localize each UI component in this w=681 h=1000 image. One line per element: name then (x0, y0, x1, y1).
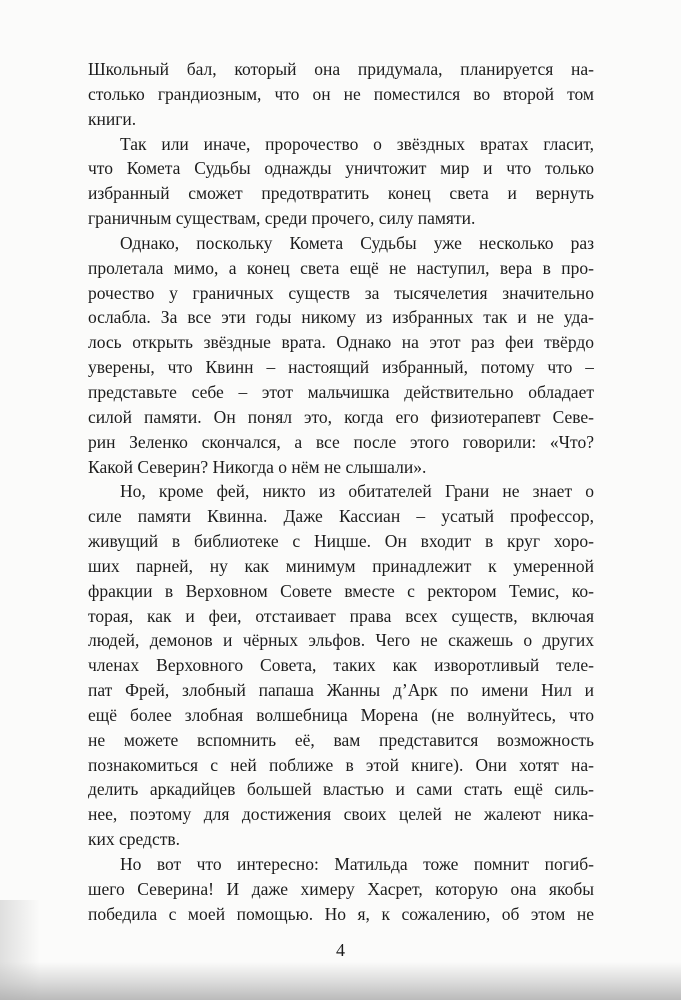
text-line: представьте себе – этот мальчишка действительно обладает (88, 381, 594, 402)
text-line: не можете вспомнить её, вам представится возможность (88, 729, 594, 750)
text-line: рин Зеленко скончался, а все после этого говорили: «Что? (88, 431, 594, 452)
text-line: рочество у граничных существ за тысячелетия значительно (88, 282, 594, 303)
body-text (88, 57, 594, 927)
paragraph (88, 132, 594, 231)
text-line: пат Фрей, злобный папаша Жанны д’Арк по имени Нил и (88, 680, 594, 701)
paragraph (88, 231, 594, 479)
text-line: столько грандиозным, что он не поместился во второй том (88, 83, 594, 104)
text-line: ких средств. (88, 829, 181, 850)
text-line: избранный сможет предотвратить конец света и вернуть (88, 183, 594, 204)
text-line: Школьный бал, который она придумала, планируется на- (88, 59, 594, 79)
text-line: Какой Северин? Никогда о нём не слышали». (88, 456, 427, 477)
text-line: Так или иначе, пророчество о звёздных вратах гласит, (120, 133, 594, 154)
text-line: торая, как и феи, отстаивает права всех существ, включая (88, 605, 594, 626)
text-line: силе памяти Квинна. Даже Кассиан – усатый профессор, (88, 506, 594, 527)
paragraph (88, 479, 594, 852)
text-line: делить аркадийцев большей властью и сами стать ещё силь- (88, 779, 594, 800)
text-line: шего Северина! И даже химеру Хасрет, которую она якобы (88, 878, 594, 899)
text-line: уверены, что Квинн – настоящий избранный, потому что – (88, 357, 594, 378)
text-line: ших парней, ну как минимум принадлежит к умеренной (88, 555, 594, 576)
page-number: 4 (336, 940, 345, 960)
text-line: нее, поэтому для достижения своих целей не жалеют ника- (88, 804, 594, 825)
text-line: членах Верховного Совета, таких как изворотливый теле- (88, 655, 594, 676)
text-line: граничным существам, среди прочего, силу памяти. (88, 208, 476, 229)
text-line: людей, демонов и чёрных эльфов. Чего не скажешь о других (88, 630, 594, 651)
text-line: познакомиться с ней поближе в этой книге). Они хотят на- (88, 754, 594, 775)
text-line: Но вот что интересно: Матильда тоже помнит погиб- (120, 854, 594, 874)
text-line: что Комета Судьбы однажды уничтожит мир и что только (88, 158, 594, 179)
text-line: силой памяти. Он понял это, когда его физиотерапевт Севе- (88, 406, 594, 427)
text-line: лось открыть звёздные врата. Однако на этот раз феи твёрдо (88, 332, 594, 353)
text-line: ещё более злобная волшебница Морена (не волнуйтесь, что (88, 704, 594, 725)
text-line: Однако, поскольку Комета Судьбы уже несколько раз (120, 232, 594, 253)
text-line: пролетала мимо, а конец света ещё не наступил, вера в про- (88, 257, 594, 278)
paragraph (88, 57, 594, 132)
text-line: Но, кроме фей, никто из обитателей Грани не знает о (120, 481, 594, 502)
text-line: ослабла. За все эти годы никому из избранных так и не уда- (88, 307, 594, 328)
scan-shadow-bottom (0, 962, 681, 1000)
text-line: книги. (88, 108, 137, 129)
text-line: живущий в библиотеке с Ницше. Он входит в круг хоро- (88, 531, 594, 552)
text-line: фракции в Верховном Совете вместе с ректором Темис, ко- (88, 580, 594, 601)
text-line: победила с моей помощью. Но я, к сожалению, об этом не (88, 903, 594, 924)
paragraph (88, 852, 594, 927)
